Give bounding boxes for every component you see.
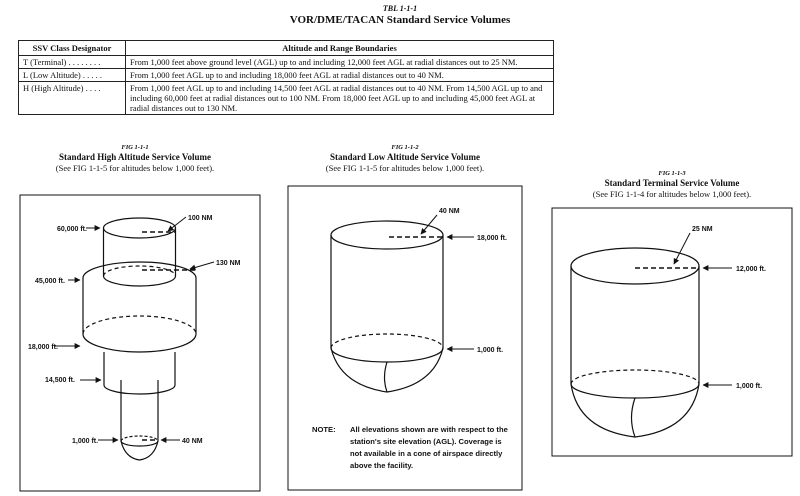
note-label: NOTE:: [312, 425, 336, 434]
header-designator: SSV Class Designator: [19, 41, 126, 56]
terminal-labels: [692, 226, 766, 390]
note-text: All elevations shown are with respect to the station's site elevation (AGL). Coverage is not available in a cone of airspace directly above the facility.: [350, 425, 508, 470]
terminal-25nm-label: 25 NM: [692, 226, 713, 233]
table-title: VOR/DME/TACAN Standard Service Volumes: [289, 14, 511, 26]
boundaries-cell: From 1,000 feet AGL up to and including 18,000 feet AGL at radial distances out to 40 NM.: [126, 69, 554, 82]
fig-terminal-label: FIG 1-1-3: [658, 170, 686, 177]
boundaries-cell: From 1,000 feet AGL up to and including 14,500 feet AGL at radial distances out to 40 NM. From 14,500 AGL up to and including 60,000 feet at radial distances out to 100 NM. From 18,000 feet AGL up to and including 45,000 feet AGL at radial distances out to 130 NM.: [126, 82, 554, 115]
designator-cell: T (Terminal) . . . . . . . .: [19, 56, 126, 69]
table-label: TBL 1-1-1: [382, 4, 418, 13]
high-14500-label: 14,500 ft.: [45, 377, 75, 384]
fig-high-frame: [20, 195, 260, 491]
fig-high-subtitle: (See FIG 1-1-5 for altitudes below 1,000 feet).: [55, 163, 215, 173]
low-leaders: [421, 215, 474, 349]
terminal-1000-label: 1,000 ft.: [736, 383, 763, 390]
fig-terminal-subtitle: (See FIG 1-1-4 for altitudes below 1,000 feet).: [592, 189, 752, 199]
high-radius-lines: [142, 232, 196, 440]
fig-low-label: FIG 1-1-2: [391, 144, 419, 151]
low-1000-label: 1,000 ft.: [477, 347, 504, 354]
low-40nm-label: 40 NM: [439, 208, 460, 215]
fig-low-title: Standard Low Altitude Service Volume: [329, 152, 480, 162]
header-boundaries: Altitude and Range Boundaries: [126, 41, 554, 56]
high-leaders: [54, 217, 214, 440]
high-volume-shape: [83, 218, 196, 460]
designator-cell: H (High Altitude) . . . .: [19, 82, 126, 115]
high-130nm-label: 130 NM: [216, 260, 241, 267]
high-1000-label: 1,000 ft.: [72, 438, 99, 445]
terminal-leaders: [674, 233, 732, 385]
high-60000-label: 60,000 ft.: [57, 226, 87, 233]
high-labels: [28, 215, 241, 445]
high-45000-label: 45,000 ft.: [35, 278, 65, 285]
low-volume-shape: [331, 221, 443, 392]
fig-low-subtitle: (See FIG 1-1-5 for altitudes below 1,000 feet).: [325, 163, 485, 173]
terminal-12000-label: 12,000 ft.: [736, 266, 766, 273]
low-labels: [439, 208, 507, 354]
high-18000-label: 18,000 ft.: [28, 344, 58, 351]
fig-terminal-title: Standard Terminal Service Volume: [604, 178, 740, 188]
low-18000-label: 18,000 ft.: [477, 235, 507, 242]
high-40nm-label: 40 NM: [182, 438, 203, 445]
fig-high-label: FIG 1-1-1: [121, 144, 149, 151]
high-100nm-label: 100 NM: [188, 215, 213, 222]
terminal-volume-shape: [571, 248, 699, 437]
fig-high-title: Standard High Altitude Service Volume: [58, 152, 211, 162]
boundaries-cell: From 1,000 feet above ground level (AGL) up to and including 12,000 feet AGL at radial distances out to 25 NM.: [126, 56, 554, 69]
designator-cell: L (Low Altitude) . . . . .: [19, 69, 126, 82]
